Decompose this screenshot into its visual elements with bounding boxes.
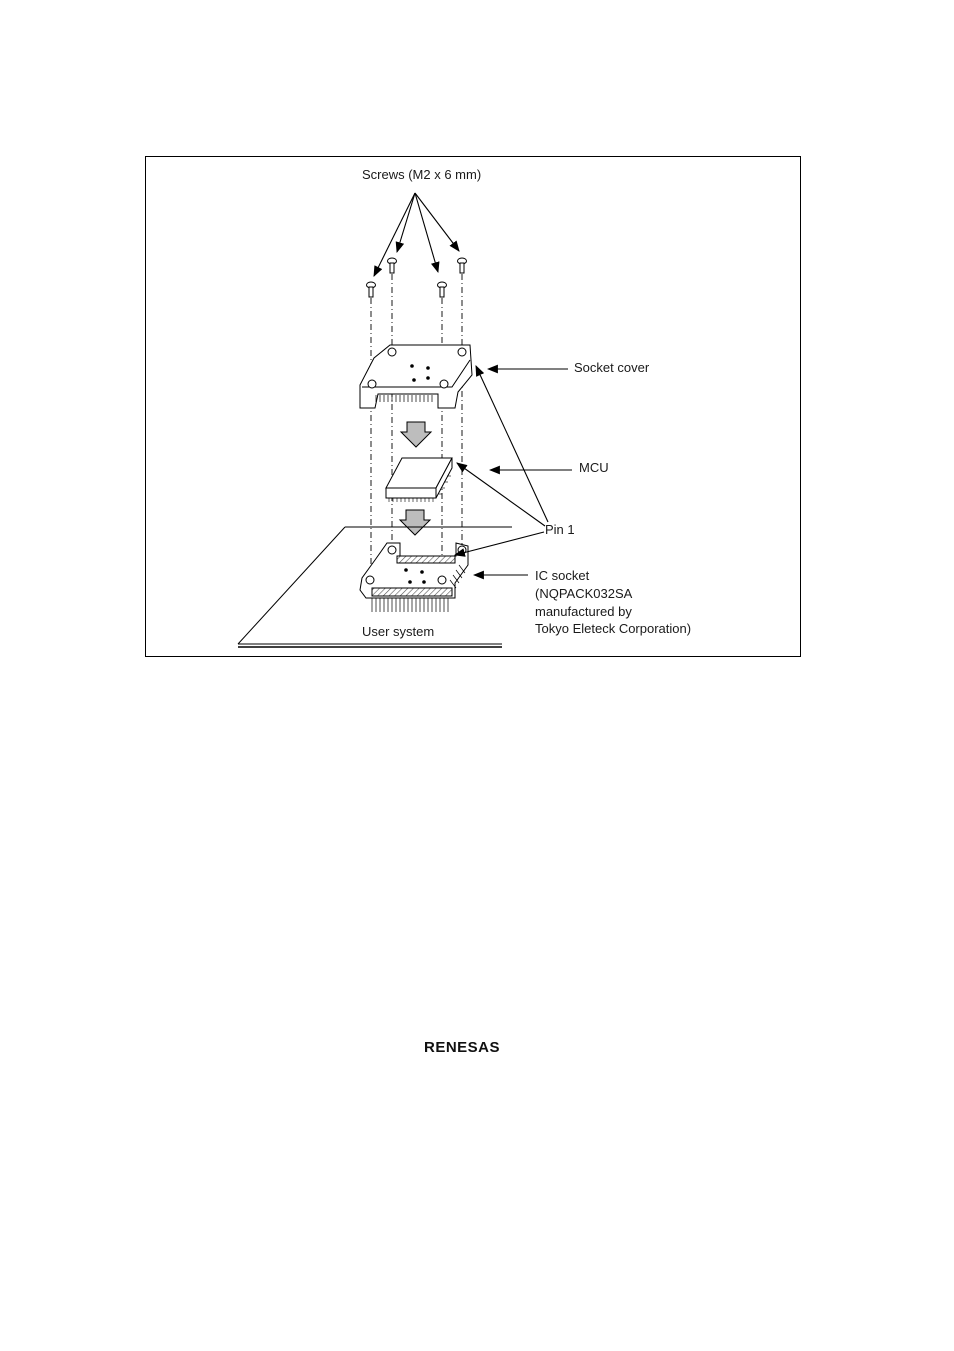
screw-icon [458, 258, 467, 273]
ic-socket-label-line4: Tokyo Eleteck Corporation) [535, 621, 692, 636]
ic-socket-label-line3: manufactured by [535, 604, 632, 619]
label-leader-lines [455, 366, 572, 575]
user-system-label: User system [362, 624, 435, 639]
socket-cover-label: Socket cover [574, 360, 650, 375]
down-arrow-icon [400, 510, 430, 535]
screws-leader-lines [374, 193, 459, 276]
socket-cover-part [360, 345, 472, 408]
ic-socket-part [360, 543, 468, 612]
mcu-label: MCU [579, 460, 609, 475]
screw-icon [438, 282, 447, 297]
screw-icon [367, 282, 376, 297]
screws-label: Screws (M2 x 6 mm) [362, 167, 482, 182]
down-arrow-icon [401, 422, 431, 447]
screw-icon [388, 258, 397, 273]
ic-socket-label-line2: (NQPACK032SA [535, 586, 633, 601]
renesas-logo: RENESAS [424, 1039, 501, 1056]
ic-socket-label-line1: IC socket [535, 568, 590, 583]
screw-icons [367, 258, 467, 297]
pin1-label: Pin 1 [545, 522, 575, 537]
